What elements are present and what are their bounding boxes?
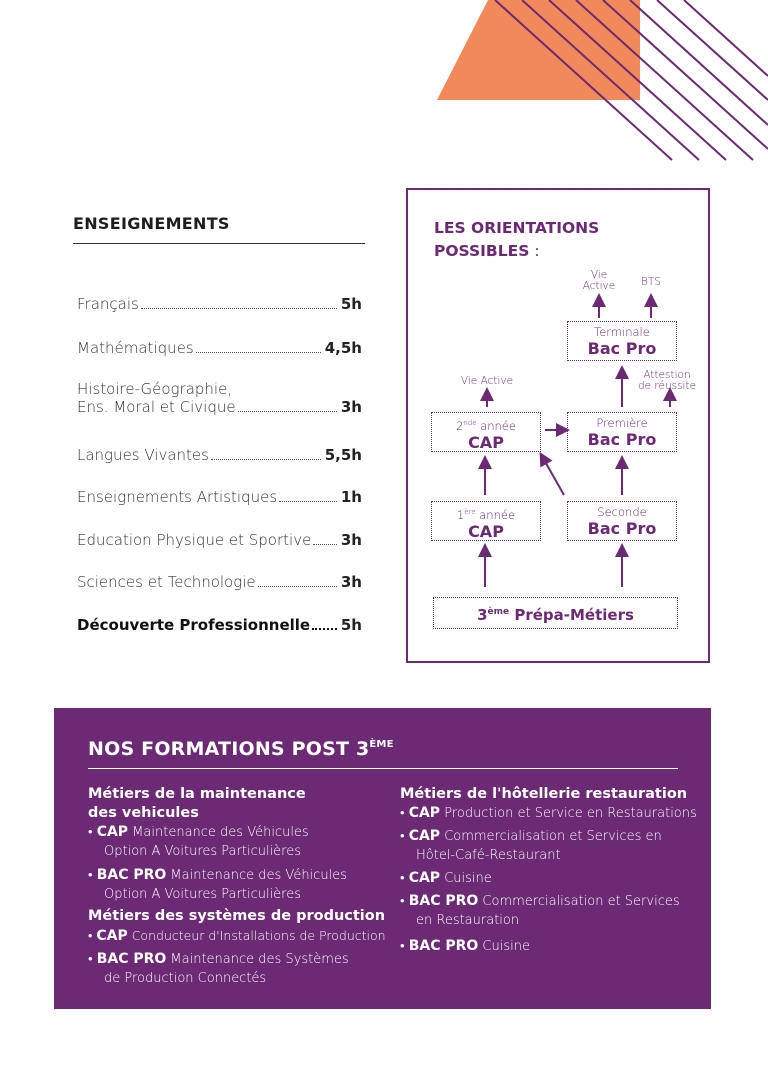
node-main: Bac Pro <box>587 430 657 449</box>
enseignements-title: ENSEIGNEMENTS <box>73 214 230 233</box>
label-attestion-line2: de réussite <box>637 380 697 392</box>
node-main: Bac Pro <box>587 519 657 538</box>
node-prepa-metiers: 3ème Prépa-Métiers <box>433 597 678 629</box>
subject-row-langues <box>77 446 362 464</box>
formations-title: NOS FORMATIONS POST 3ÈME <box>88 738 394 760</box>
subject-label: Sciences et Technologie <box>77 573 256 591</box>
subject-row-francais <box>77 295 362 313</box>
dot-leader <box>279 501 337 502</box>
node-main: CAP <box>468 432 504 452</box>
node-terminale <box>567 321 677 361</box>
group-hotellerie-restauration: Métiers de l'hôtellerie restauration <box>400 786 688 802</box>
decorative-stripes <box>0 0 768 170</box>
dot-leader <box>196 352 321 353</box>
subject-hours: 4,5h <box>324 339 362 357</box>
subject-label: Découverte Professionnelle <box>77 616 311 634</box>
subject-hours: 3h <box>340 398 362 416</box>
subject-row-decouverte <box>77 616 362 634</box>
label-attestion <box>636 370 698 392</box>
subject-hours: 5h <box>340 616 362 634</box>
node-cap-1ere <box>431 501 541 541</box>
list-item: • CAP Commercialisation et Services en Hôtel-Café-Restaurant <box>400 828 662 863</box>
node-cap-2nde <box>431 412 541 452</box>
subject-row-artistiques <box>77 488 362 506</box>
group-systemes-production: Métiers des systèmes de production <box>88 908 386 924</box>
enseignements-divider <box>73 243 365 244</box>
dot-leader <box>313 544 337 545</box>
list-item: • CAP Conducteur d'Installations de Production <box>88 928 386 944</box>
subject-label-line1: Histoire-Géographie, <box>77 380 233 398</box>
subject-label: Français <box>77 295 139 313</box>
node-premiere <box>567 412 677 452</box>
dot-leader <box>141 308 337 309</box>
node-seconde <box>567 501 677 541</box>
arrow-cap1-to-premiere <box>543 458 564 495</box>
label-vie-active: Vie Active <box>460 375 514 387</box>
dot-leader <box>312 628 337 630</box>
subject-hours: 3h <box>340 531 362 549</box>
label-attestion-line1: Attestion <box>643 369 691 381</box>
list-item: • CAP Production et Service en Restaurations <box>400 805 697 821</box>
dot-leader <box>211 459 321 460</box>
node-sub: Seconde <box>597 505 647 519</box>
orientations-title-colon: : <box>529 242 540 260</box>
label-vie: Vie <box>590 269 608 281</box>
orientations-title-line1: LES ORIENTATIONS <box>434 219 600 237</box>
subject-hours: 1h <box>340 488 362 506</box>
subject-hours: 3h <box>340 573 362 591</box>
list-item: • CAP Maintenance des Véhicules Option A Voitures Particulières <box>88 824 309 859</box>
list-item: • CAP Cuisine <box>400 870 492 886</box>
node-main: Bac Pro <box>587 339 657 358</box>
list-item: • BAC PRO Commercialisation et Services en Restauration <box>400 893 680 928</box>
formations-divider <box>88 768 678 769</box>
dot-leader <box>258 586 337 587</box>
label-vie-active-top <box>578 270 620 292</box>
node-sub: Terminale <box>594 325 650 339</box>
label-bts: BTS <box>641 276 661 288</box>
subject-label: Langues Vivantes <box>77 446 209 464</box>
list-item: • BAC PRO Maintenance des Véhicules Option A Voitures Particulières <box>88 867 347 902</box>
subject-label: Ens. Moral et Civique <box>77 398 236 416</box>
label-active: Active <box>582 280 616 292</box>
subject-hours: 5h <box>340 295 362 313</box>
subject-label: Mathématiques <box>77 339 194 357</box>
list-item: • BAC PRO Maintenance des Systèmes de Production Connectés <box>88 951 349 986</box>
formations-panel <box>54 708 711 1009</box>
formations-left-column <box>88 785 398 988</box>
subject-row-sciences <box>77 573 362 591</box>
subject-label: Enseignements Artistiques <box>77 488 278 506</box>
node-sub: 1ère année <box>456 507 516 522</box>
list-item: • BAC PRO Cuisine <box>400 938 530 954</box>
subject-row-eps <box>77 531 362 549</box>
node-main: CAP <box>468 521 504 541</box>
group-maintenance-vehicules: Métiers de la maintenance des vehicules <box>88 786 306 821</box>
dot-leader <box>238 411 337 412</box>
subject-hours: 5,5h <box>324 446 362 464</box>
orientations-title-line2: POSSIBLES <box>434 242 530 260</box>
node-sub: Première <box>596 416 648 430</box>
formations-right-column <box>400 785 700 956</box>
subject-row-histoire-geo <box>77 380 362 416</box>
node-sub: 2nde année <box>456 418 516 433</box>
subject-label: Education Physique et Sportive <box>77 531 312 549</box>
subject-row-mathematiques <box>77 339 362 357</box>
